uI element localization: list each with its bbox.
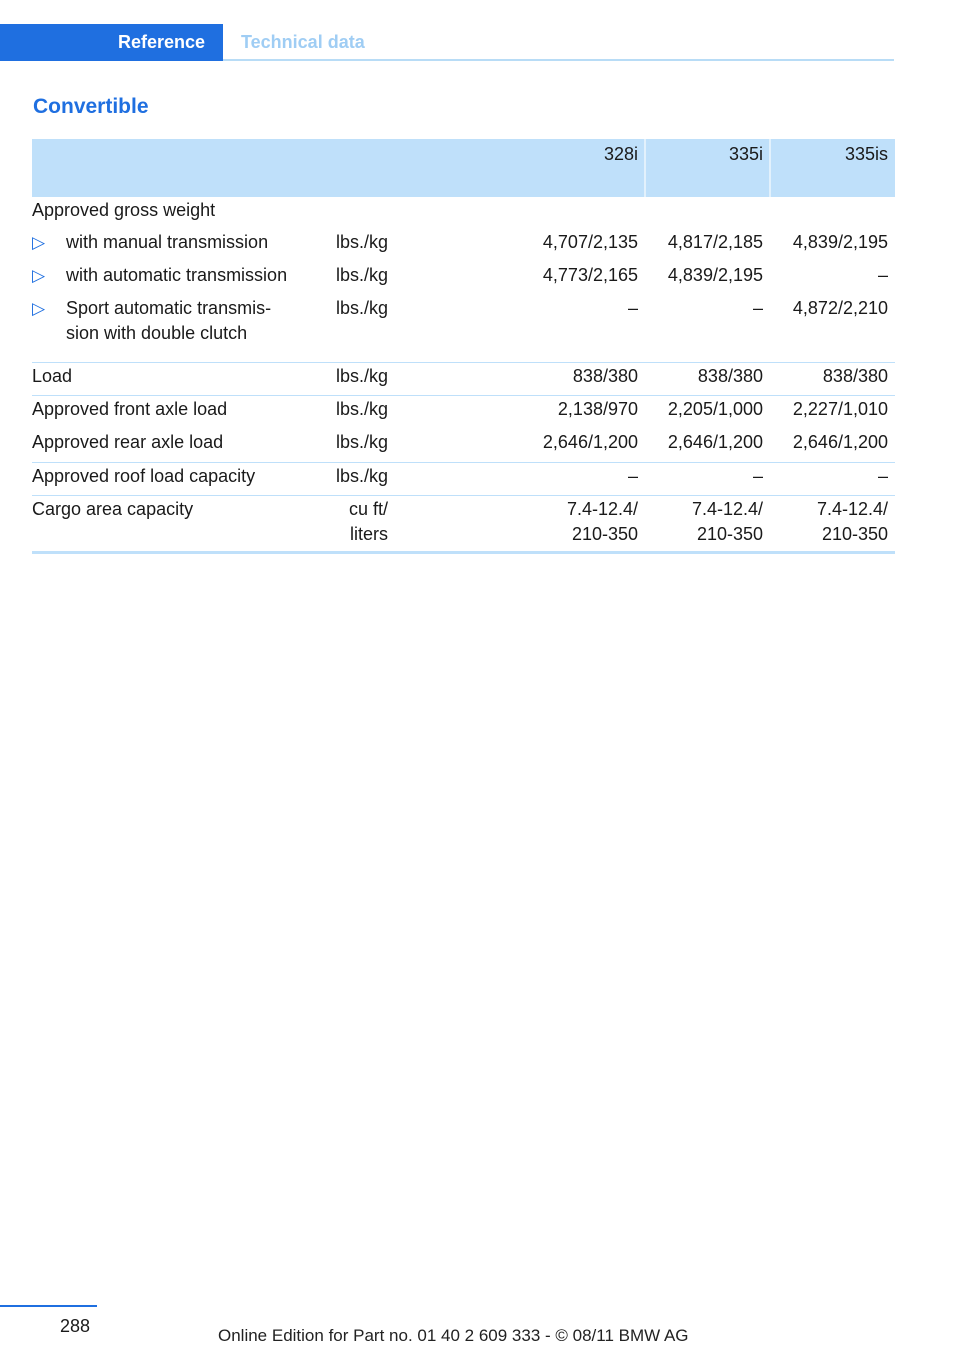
row-label: with manual transmission bbox=[66, 232, 269, 252]
cell-335is: 4,872/2,210 bbox=[792, 298, 888, 318]
row-label: Approved rear axle load bbox=[32, 432, 224, 452]
bullet-triangle-icon: ▷ bbox=[32, 233, 46, 252]
cell-335is: 2,646/1,200 bbox=[792, 432, 888, 452]
cell-328i-line2: 210-350 bbox=[571, 524, 638, 544]
table-row bbox=[32, 263, 895, 296]
table-row bbox=[32, 396, 895, 429]
cell-335is: 4,839/2,195 bbox=[792, 232, 888, 252]
row-label: Approved gross weight bbox=[32, 200, 216, 220]
cell-335i: – bbox=[752, 298, 763, 318]
row-unit: lbs./kg bbox=[335, 232, 388, 252]
table-row bbox=[32, 296, 895, 363]
row-unit: lbs./kg bbox=[335, 265, 388, 285]
row-label: with automatic transmission bbox=[66, 265, 288, 285]
tab-technical-data[interactable]: Technical data bbox=[241, 32, 365, 52]
cell-328i: 838/380 bbox=[572, 366, 638, 386]
row-unit: lbs./kg bbox=[335, 399, 388, 419]
cell-335i-line1: 7.4-12.4/ bbox=[691, 499, 763, 519]
row-label: Cargo area capacity bbox=[32, 499, 194, 519]
cell-328i: 2,646/1,200 bbox=[542, 432, 638, 452]
cell-335is: 2,227/1,010 bbox=[792, 399, 888, 419]
edition-footer: Online Edition for Part no. 01 40 2 609 333 - © 08/11 BMW AG bbox=[218, 1326, 689, 1345]
row-unit: lbs./kg bbox=[335, 432, 388, 452]
table-bottom-rule bbox=[32, 551, 895, 554]
page-number: 288 bbox=[60, 1316, 91, 1336]
row-unit: lbs./kg bbox=[335, 466, 388, 486]
footer-accent-line bbox=[0, 1305, 97, 1307]
cell-328i: 2,138/970 bbox=[557, 399, 638, 419]
table-row bbox=[32, 230, 895, 263]
column-header-335i: 335i bbox=[728, 144, 763, 164]
cell-328i: 4,773/2,165 bbox=[542, 265, 638, 285]
table-header bbox=[32, 139, 895, 197]
table-row bbox=[32, 429, 895, 463]
cell-335i-line2: 210-350 bbox=[696, 524, 763, 544]
row-unit: lbs./kg bbox=[335, 366, 388, 386]
column-header-335is: 335is bbox=[844, 144, 888, 164]
cell-328i: – bbox=[627, 298, 638, 318]
row-unit-line1: cu ft/ bbox=[348, 499, 388, 519]
row-label: Approved roof load capacity bbox=[32, 466, 256, 486]
table-row bbox=[32, 363, 895, 396]
cell-328i: – bbox=[627, 466, 638, 486]
row-label: Approved front axle load bbox=[32, 399, 228, 419]
cell-335i: 4,817/2,185 bbox=[667, 232, 763, 252]
row-label-line2: sion with double clutch bbox=[66, 323, 248, 343]
table-row bbox=[32, 463, 895, 496]
cell-335is-line1: 7.4-12.4/ bbox=[816, 499, 888, 519]
cell-335i: 4,839/2,195 bbox=[667, 265, 763, 285]
cell-335is: – bbox=[877, 265, 888, 285]
cell-335i: – bbox=[752, 466, 763, 486]
row-unit: lbs./kg bbox=[335, 298, 388, 318]
header-divider bbox=[223, 59, 894, 61]
bullet-triangle-icon: ▷ bbox=[32, 299, 46, 318]
tab-reference[interactable]: Reference bbox=[117, 32, 206, 52]
section-title: Convertible bbox=[33, 95, 149, 118]
cell-335is: – bbox=[877, 466, 888, 486]
spec-table bbox=[32, 139, 895, 554]
table-row bbox=[32, 496, 895, 554]
cell-335i: 2,646/1,200 bbox=[667, 432, 763, 452]
column-header-328i: 328i bbox=[603, 144, 638, 164]
cell-335i: 2,205/1,000 bbox=[667, 399, 763, 419]
row-label-line1: Sport automatic transmis- bbox=[66, 298, 272, 318]
cell-335is-line2: 210-350 bbox=[821, 524, 888, 544]
row-label: Load bbox=[32, 366, 73, 386]
row-unit-line2: liters bbox=[349, 524, 388, 544]
cell-335i: 838/380 bbox=[697, 366, 763, 386]
cell-328i-line1: 7.4-12.4/ bbox=[566, 499, 638, 519]
bullet-triangle-icon: ▷ bbox=[32, 266, 46, 285]
cell-335is: 838/380 bbox=[822, 366, 888, 386]
cell-328i: 4,707/2,135 bbox=[542, 232, 638, 252]
table-row-group bbox=[32, 197, 895, 230]
